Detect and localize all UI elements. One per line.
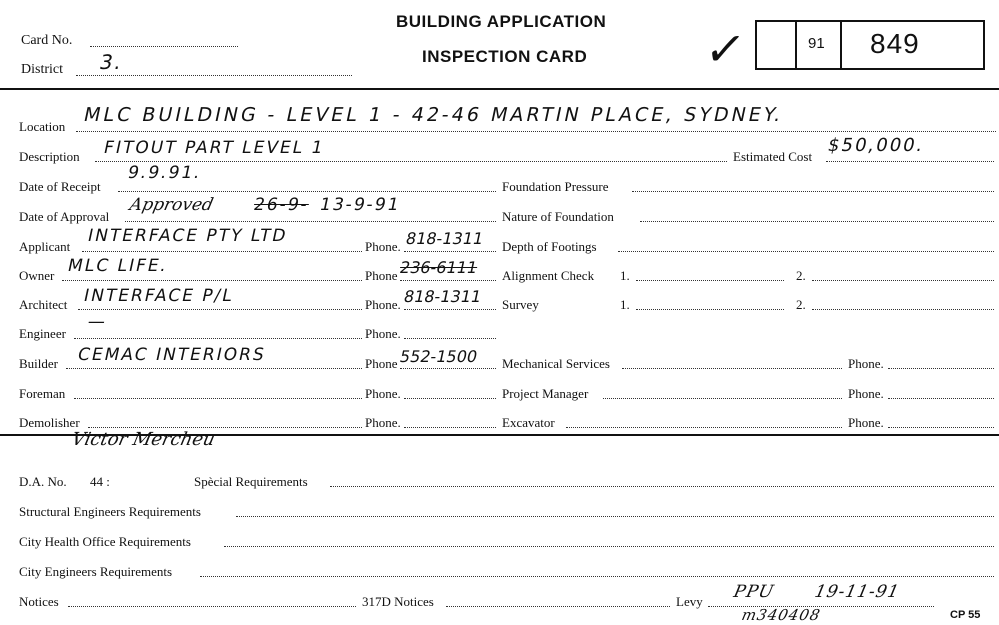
engineer-phone-line: [404, 338, 496, 339]
mechanical-services-label: Mechanical Services: [502, 356, 610, 371]
builder-phone-line: [400, 368, 496, 369]
applicant-phone: 818-1311: [404, 229, 486, 248]
district-line: [76, 75, 352, 76]
description-value: FITOUT PART LEVEL 1: [101, 138, 327, 158]
builder-label: Builder: [19, 356, 58, 371]
notices-label: Notices: [19, 594, 59, 609]
mechanical-phone-line: [888, 368, 994, 369]
levy-label: Levy: [676, 594, 703, 609]
date-approval-line: [125, 221, 496, 222]
applicant-phone-line: [404, 251, 496, 252]
survey-label: Survey: [502, 297, 539, 312]
excavator-label: Excavator: [502, 415, 555, 430]
owner-value: MLC LIFE.: [65, 256, 170, 276]
estimated-cost-value: $50,000.: [825, 135, 927, 156]
survey-line-1: [636, 309, 784, 310]
mechanical-phone-label: Phone.: [848, 356, 884, 371]
check-mark-icon: ✓: [701, 22, 750, 76]
foreman-phone-line: [404, 398, 496, 399]
city-health-label: City Health Office Requirements: [19, 534, 191, 549]
owner-phone-label: Phone: [365, 268, 398, 283]
date-approval-label: Date of Approval: [19, 209, 110, 224]
city-engineers-label: City Engineers Requirements: [19, 564, 173, 579]
excavator-line: [566, 427, 842, 428]
location-label: Location: [19, 119, 66, 134]
date-approval-value-2: 13-9-91: [317, 195, 403, 215]
notices-317d-line: [446, 606, 670, 607]
architect-phone: 818-1311: [402, 287, 484, 306]
excavator-phone-line: [888, 427, 994, 428]
alignment-line-2: [812, 280, 994, 281]
card-no-label: Card No.: [21, 33, 73, 48]
alignment-line-1: [636, 280, 784, 281]
alignment-item-1: 1.: [620, 268, 630, 283]
applicant-label: Applicant: [19, 239, 71, 254]
applicant-value: INTERFACE PTY LTD: [85, 226, 290, 246]
date-receipt-value: 9.9.91.: [125, 163, 204, 183]
title-line2: INSPECTION CARD: [422, 47, 588, 66]
city-engineers-line: [200, 576, 994, 577]
engineer-line: [74, 338, 362, 339]
demolisher-phone-label: Phone.: [365, 415, 401, 430]
card-no-line: [90, 46, 238, 47]
foundation-pressure-line: [632, 191, 994, 192]
structural-engineers-line: [236, 516, 994, 517]
builder-phone-label: Phone: [365, 356, 398, 371]
box-small-number: 91: [808, 35, 825, 52]
project-manager-phone-line: [888, 398, 994, 399]
nature-foundation-line: [640, 221, 994, 222]
description-label: Description: [19, 149, 80, 164]
architect-value: INTERFACE P/L: [81, 286, 236, 306]
box-divider-1: [795, 20, 797, 70]
builder-phone: 552-1500: [398, 347, 480, 366]
project-manager-phone-label: Phone.: [848, 386, 884, 401]
da-no-label: D.A. No.: [19, 474, 67, 489]
survey-line-2: [812, 309, 994, 310]
da-no-value: 44 :: [90, 474, 110, 489]
estimated-cost-line: [826, 161, 994, 162]
engineer-value: —: [85, 312, 110, 332]
engineer-phone-label: Phone.: [365, 326, 401, 341]
foreman-label: Foreman: [19, 386, 66, 401]
engineer-label: Engineer: [19, 326, 66, 341]
notices-line: [68, 606, 356, 607]
special-requirements-line: [330, 486, 994, 487]
architect-label: Architect: [19, 297, 68, 312]
city-health-line: [224, 546, 994, 547]
demolisher-label: Demolisher: [19, 415, 80, 430]
architect-line: [78, 309, 362, 310]
district-label: District: [21, 62, 63, 77]
owner-label: Owner: [19, 268, 55, 283]
project-manager-label: Project Manager: [502, 386, 589, 401]
levy-ref: m340408: [740, 606, 823, 624]
depth-footings-line: [618, 251, 994, 252]
structural-engineers-label: Structural Engineers Requirements: [19, 504, 201, 519]
header-divider: [0, 88, 999, 90]
date-approval-value-1: Approved: [127, 195, 216, 215]
location-value: MLC BUILDING - LEVEL 1 - 42-46 MARTIN PLACE, SYDNEY.: [81, 104, 786, 126]
architect-phone-line: [404, 309, 496, 310]
builder-value: CEMAC INTERIORS: [75, 345, 268, 365]
levy-date: 19-11-91: [812, 582, 902, 602]
foreman-phone-label: Phone.: [365, 386, 401, 401]
date-approval-value-struck: 26-9-: [251, 195, 311, 215]
alignment-item-2: 2.: [796, 268, 806, 283]
title-line1: BUILDING APPLICATION: [396, 12, 607, 31]
builder-line: [66, 368, 362, 369]
excavator-phone-label: Phone.: [848, 415, 884, 430]
architect-phone-label: Phone.: [365, 297, 401, 312]
survey-item-2: 2.: [796, 297, 806, 312]
owner-phone-line: [400, 280, 496, 281]
location-line: [76, 131, 996, 132]
special-requirements-label: Spècial Requirements: [194, 474, 308, 489]
applicant-phone-label: Phone.: [365, 239, 401, 254]
foundation-pressure-label: Foundation Pressure: [502, 179, 609, 194]
notices-317d-label: 317D Notices: [362, 594, 434, 609]
description-line: [95, 161, 727, 162]
date-receipt-label: Date of Receipt: [19, 179, 101, 194]
foreman-line: [74, 398, 362, 399]
nature-foundation-label: Nature of Foundation: [502, 209, 614, 224]
depth-footings-label: Depth of Footings: [502, 239, 597, 254]
owner-line: [62, 280, 362, 281]
estimated-cost-label: Estimated Cost: [733, 149, 813, 164]
survey-item-1: 1.: [620, 297, 630, 312]
alignment-check-label: Alignment Check: [502, 268, 595, 283]
owner-phone: 236-6111: [398, 258, 480, 277]
project-manager-line: [603, 398, 842, 399]
date-receipt-line: [118, 191, 496, 192]
mechanical-services-line: [622, 368, 842, 369]
form-code: CP 55: [950, 609, 981, 621]
demolisher-line: [88, 427, 362, 428]
district-value: 3.: [97, 50, 126, 74]
signature: Victor Mercheu: [69, 429, 217, 450]
box-divider-2: [840, 20, 842, 70]
box-large-number: 849: [870, 28, 920, 59]
applicant-line: [82, 251, 362, 252]
levy-value: PPU: [731, 582, 777, 602]
demolisher-phone-line: [404, 427, 496, 428]
